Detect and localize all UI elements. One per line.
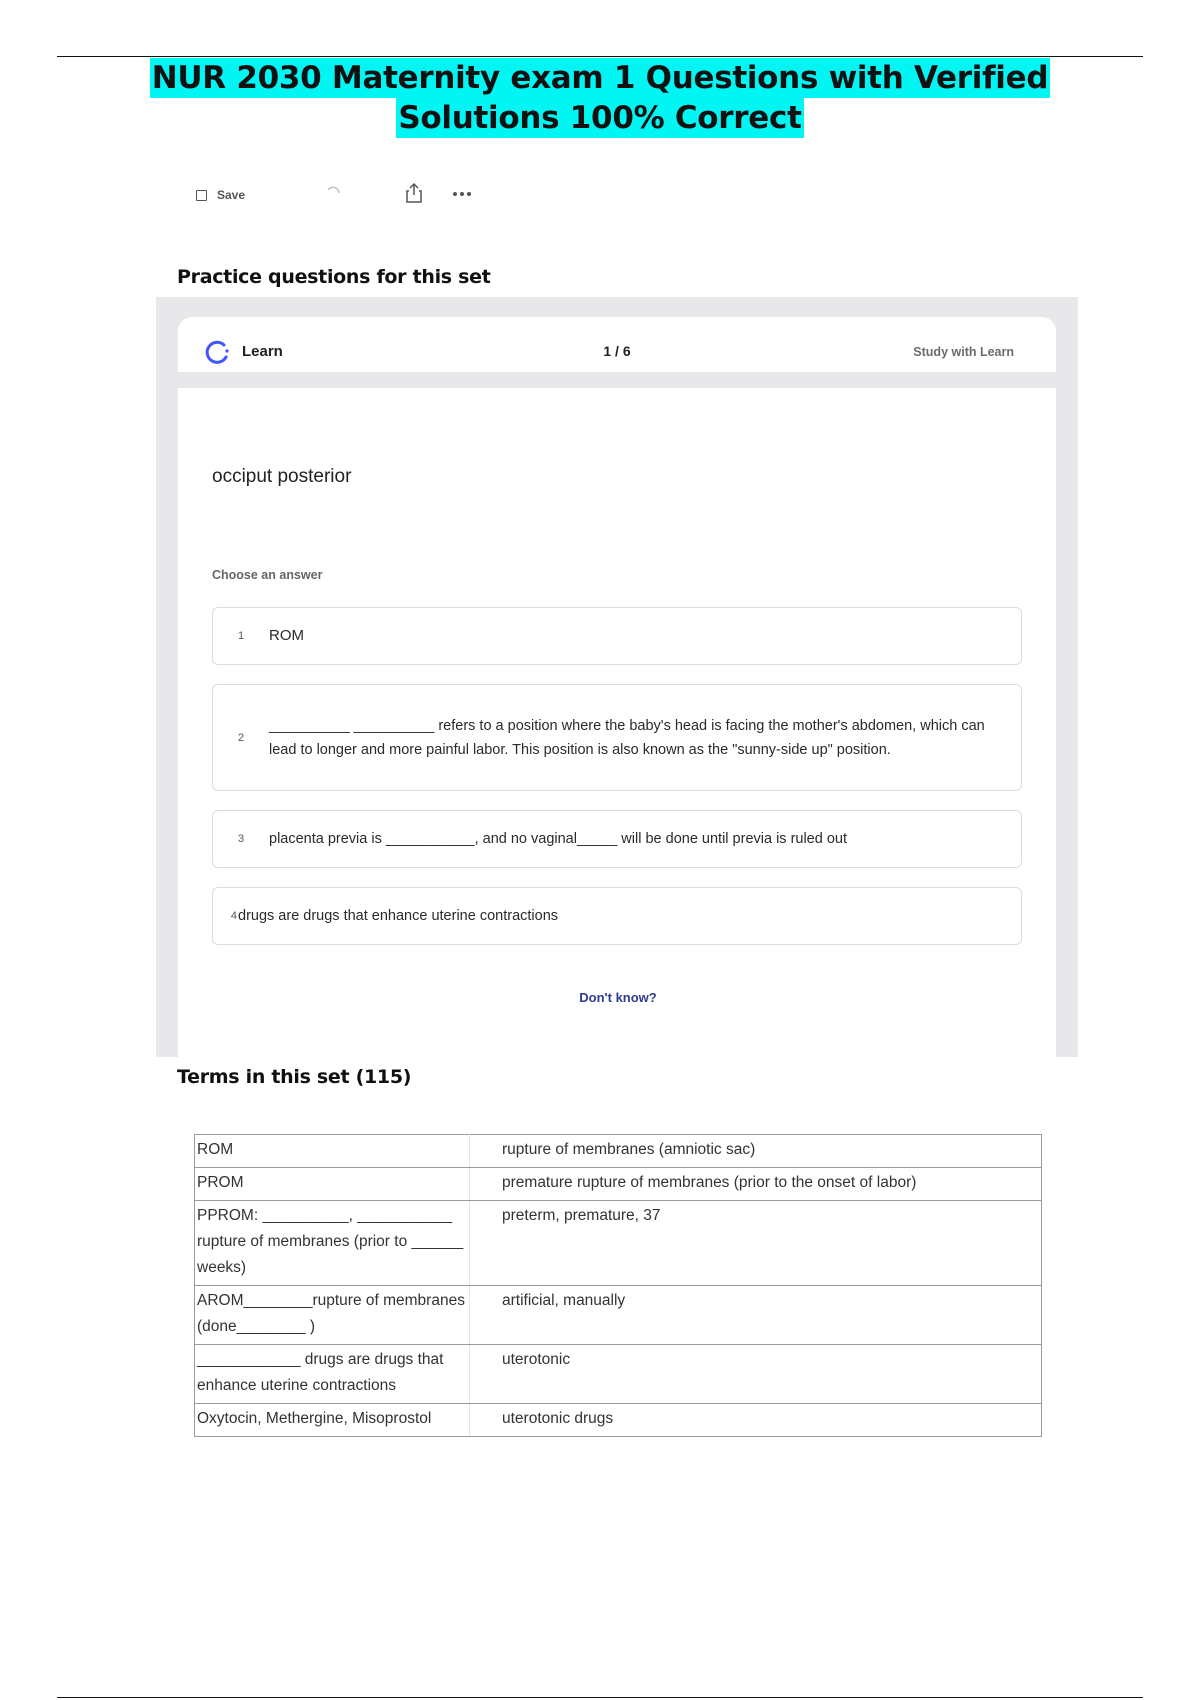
more-icon[interactable] [452,191,472,197]
terms-table [194,1134,1042,1437]
table-row [195,1135,1042,1168]
loading-icon [324,185,342,203]
progress-indicator: 1 / 6 [603,343,631,359]
table-row [195,1345,1042,1404]
question-term: occiput posterior [212,466,352,487]
checkbox-icon[interactable] [196,190,207,201]
definition-cell: premature rupture of membranes (prior to the onset of labor) [470,1168,1042,1201]
title-line-1: NUR 2030 Maternity exam 1 Questions with Verified [151,60,1049,96]
table-row [195,1404,1042,1437]
definition-cell: uterotonic drugs [470,1404,1042,1437]
save-label: Save [217,188,246,202]
option-text: drugs are drugs that enhance uterine contractions [238,908,559,924]
term-cell: PPROM: __________, ___________ rupture of membranes (prior to ______ weeks) [195,1201,470,1286]
answer-option-4[interactable] [212,887,1022,945]
terms-heading: Terms in this set (115) [177,1066,412,1088]
option-text: placenta previa is ___________, and no vaginal_____ will be done until previa is ruled out [269,831,847,847]
practice-heading: Practice questions for this set [177,266,491,288]
answer-option-3[interactable] [212,810,1022,868]
table-row [195,1201,1042,1286]
term-cell: AROM________rupture of membranes (done________ ) [195,1286,470,1345]
learn-card [178,317,1056,1057]
term-cell: ROM [195,1135,470,1168]
learn-label: Learn [242,343,283,360]
save-button[interactable] [196,188,245,202]
definition-cell: artificial, manually [470,1286,1042,1345]
title-line-2: Solutions 100% Correct [398,100,802,136]
bottom-rule [57,1697,1143,1698]
term-cell: Oxytocin, Methergine, Misoprostol [195,1404,470,1437]
option-number: 4 [230,910,237,922]
term-cell: PROM [195,1168,470,1201]
toolbar [196,182,496,206]
option-number: 2 [237,731,245,744]
dont-know-link[interactable]: Don't know? [579,990,657,1005]
answer-option-2[interactable] [212,684,1022,791]
term-cell: ____________ drugs are drugs that enhance uterine contractions [195,1345,470,1404]
practice-panel [156,297,1078,1057]
answer-option-1[interactable] [212,607,1022,665]
table-row [195,1168,1042,1201]
top-rule [57,56,1143,57]
option-number: 3 [237,833,245,845]
option-number: 1 [237,630,245,642]
option-text: __________ __________ refers to a position where the baby's head is facing the mother's abdomen, which can lead to longer and more painful labor. This position is also known as the "sunny-side up" position. [269,717,985,758]
document-title [0,58,1200,138]
study-with-learn-link[interactable]: Study with Learn [913,345,1014,359]
learn-header [178,317,1056,372]
definition-cell: uterotonic [470,1345,1042,1404]
header-divider [178,372,1056,388]
share-icon[interactable] [404,182,424,204]
option-text: ROM [269,627,304,644]
table-row [195,1286,1042,1345]
choose-prompt: Choose an answer [212,568,323,582]
definition-cell: rupture of membranes (amniotic sac) [470,1135,1042,1168]
definition-cell: preterm, premature, 37 [470,1201,1042,1286]
question-panel [195,388,1041,1028]
